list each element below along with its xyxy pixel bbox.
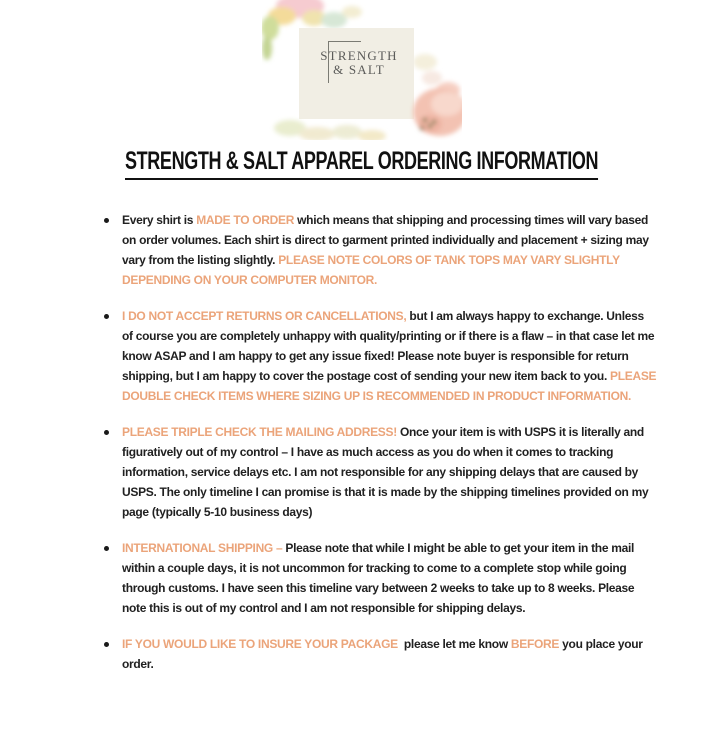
highlight-segment: INTERNATIONAL SHIPPING –	[122, 541, 286, 555]
bullet-item	[95, 422, 657, 522]
text-segment: but I am always happy to exchange. Unless of course you are completely unhappy with quality/printing or if there is a flaw – in that case let me know ASAP and I am happy to get any issue fixed! Please note buyer is responsible for return shipping, but I am happy to cover the postage cost of sending your new item back to you.	[122, 309, 655, 383]
logo-wordmark-line1: STRENGTH	[320, 48, 398, 63]
highlight-segment: PLEASE DOUBLE CHECK ITEMS WHERE SIZING UP IS RECOMMENDED IN PRODUCT INFORMATION.	[122, 369, 657, 403]
highlight-segment: MADE TO ORDER	[196, 213, 295, 227]
text-segment: Please note that while I might be able to get your item in the mail within a couple days, it is not uncommon for tracking to come to a complete stop while going through customs. I have seen this timeline vary between 2 weeks to take up to 8 weeks. Please note this is out of my control and I am not responsible for shipping delays.	[122, 541, 635, 615]
bullet-item	[95, 306, 657, 406]
text-segment: please let me know	[397, 637, 511, 651]
highlight-segment: PLEASE NOTE COLORS OF TANK TOPS MAY VARY SLIGHTLY DEPENDING ON YOUR COMPUTER MONITOR.	[122, 253, 620, 287]
highlight-segment: PLEASE TRIPLE CHECK THE MAILING ADDRESS!	[122, 425, 397, 439]
highlight-segment: IF YOU WOULD LIKE TO INSURE YOUR PACKAGE	[122, 637, 398, 651]
bullet-item	[95, 538, 657, 618]
logo-wordmark	[299, 49, 414, 76]
highlight-segment: I DO NOT ACCEPT RETURNS OR CANCELLATIONS,	[122, 309, 407, 323]
title-row	[0, 147, 723, 180]
brand-logo	[262, 0, 462, 140]
text-segment: you place your order.	[122, 637, 643, 671]
document-body	[95, 210, 657, 674]
text-segment: which means that shipping and processing times will vary based on order volumes. Each shirt is direct to garment printed individually and placement + sizing may vary from the listing slightly.	[122, 213, 649, 267]
ordering-info-list	[95, 210, 657, 674]
bullet-item	[95, 210, 657, 290]
logo-wordmark-line2: & SALT	[333, 62, 385, 77]
text-segment: Every shirt is	[122, 213, 197, 227]
text-segment: Once your item is with USPS it is literally and figuratively out of my control – I have as much access as you do when it comes to tracking information, service delays etc. I am not responsible for any shipping delays that are caused by USPS. The only timeline I can promise is that it is made by the shipping timelines provided on my page (typically 5-10 business days)	[122, 425, 649, 519]
page-title: STRENGTH & SALT APPAREL ORDERING INFORMATION	[125, 147, 598, 180]
highlight-segment: BEFORE	[510, 637, 560, 651]
bullet-item	[95, 634, 657, 674]
